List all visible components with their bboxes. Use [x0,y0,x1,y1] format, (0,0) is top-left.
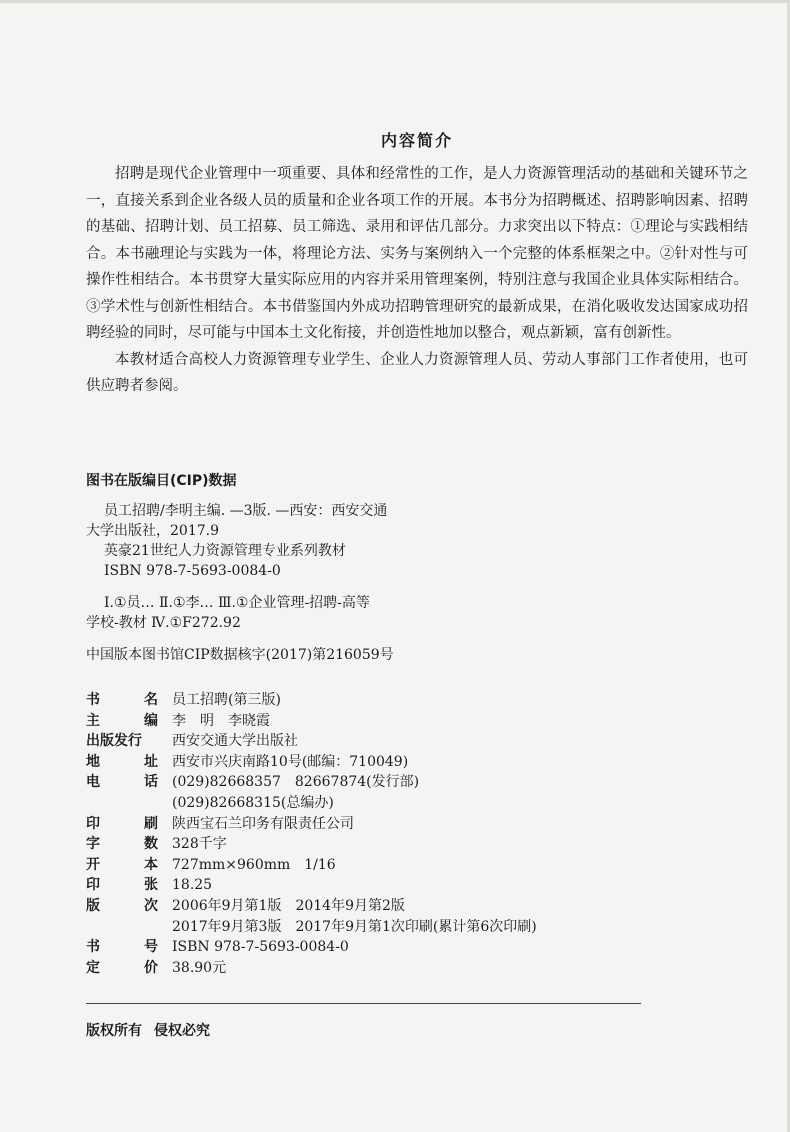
detail-value: (029)82668357 82667874(发行部) [172,774,420,791]
detail-value: 328千字 [172,836,227,853]
cip-section [86,470,646,665]
detail-label: 印 [86,815,100,832]
publication-details [86,690,686,978]
cip-heading: 图书在版编目(CIP)数据 [86,473,237,489]
detail-label: 字 [86,836,100,853]
detail-label: 价 [144,959,158,976]
summary-paragraph: 招聘是现代企业管理中一项重要、具体和经常性的工作，是人力资源管理活动的基础和关键环节之一，直接关系到企业各级人员的质量和企业各项工作的开展。本书分为招聘概述、招聘影响因素、招聘的基础、招聘计划、员工招募、员工筛选、录用和评估几部分。力求突出以下特点：①理论与实践相结合。本书融理论与实践为一体，将理论方法、实务与案例纳入一个完整的体系框架之中。②针对性与可操作性相结合。本书贯穿大量实际应用的内容并采用管理案例，特别注意与我国企业具体实际相结合。③学术性与创新性相结合。本书借鉴国内外成功招聘管理研究的最新成果，在消化吸收发达国家成功招聘经验的同时，尽可能与中国本土文化衔接，并创造性地加以整合，观点新颖，富有创新性。 [86,166,748,341]
summary-paragraph: 本教材适合高校人力资源管理专业学生、企业人力资源管理人员、劳动人事部门工作者使用，也可供应聘者参阅。 [86,351,748,394]
detail-label: 定 [86,959,100,976]
divider [86,1003,641,1004]
detail-row-title [86,690,686,711]
detail-row-printer [86,814,686,835]
detail-label: 编 [144,712,158,729]
detail-row-edition [86,896,686,917]
detail-label: 书 [86,939,100,956]
detail-label: 版 [86,897,100,914]
summary-title: 内容简介 [380,131,453,150]
cip-record [86,501,646,581]
detail-row-isbn [86,937,686,958]
copyright-text: 侵权必究 [154,1023,210,1039]
cip-line: 学校-教材 Ⅳ.①F272.92 [86,615,241,631]
detail-label: 次 [144,897,158,914]
detail-row-sheets [86,875,686,896]
cip-line: 大学出版社，2017.9 [86,523,219,539]
detail-value: 西安市兴庆南路10号(邮编：710049) [172,753,409,770]
detail-value: ISBN 978-7-5693-0084-0 [172,939,349,956]
detail-value: (029)82668315(总编办) [172,794,334,811]
detail-value: 2006年9月第1版 2014年9月第2版 [172,897,405,914]
cip-line: Ⅰ.①员… Ⅱ.①李… Ⅲ.①企业管理-招聘-高等 [104,595,370,611]
detail-row-phone-2 [86,793,686,814]
detail-label: 刷 [144,815,158,832]
detail-value: 2017年9月第3版 2017年9月第1次印刷(累计第6次印刷) [172,918,537,935]
detail-value: 18.25 [172,877,213,894]
detail-label: 话 [144,774,158,791]
summary-section [86,128,748,400]
detail-value: 员工招聘(第三版) [172,692,281,708]
detail-label: 名 [144,692,158,708]
detail-value: 38.90元 [172,959,227,976]
detail-label: 开 [86,856,100,873]
detail-label: 印 [86,877,100,894]
detail-row-word-count [86,834,686,855]
page-edge [0,0,790,3]
cip-line: ISBN 978-7-5693-0084-0 [104,563,281,579]
cip-line: 英豪21世纪人力资源管理专业系列教材 [104,543,346,559]
detail-label: 数 [144,836,158,853]
detail-label: 出版发行 [86,733,142,750]
cip-line: 员工招聘/李明主编. —3版. —西安：西安交通 [104,503,388,519]
detail-row-address [86,752,686,773]
cip-classification [86,593,646,633]
detail-label: 电 [86,774,100,791]
copyright-notice [86,1020,210,1040]
detail-value: 陕西宝石兰印务有限责任公司 [172,815,354,832]
detail-label: 本 [144,856,158,873]
detail-label: 址 [144,753,158,770]
detail-label: 地 [86,753,100,770]
detail-row-editor [86,711,686,732]
cip-library-line: 中国版本图书馆CIP数据核字(2017)第216059号 [86,647,394,663]
detail-row-publisher [86,731,686,752]
detail-label: 号 [144,939,158,956]
detail-value: 李 明 李晓霞 [172,712,270,729]
detail-row-phone [86,772,686,793]
detail-value: 西安交通大学出版社 [172,733,298,750]
detail-row-edition-2 [86,917,686,938]
detail-label: 张 [144,877,158,894]
detail-value: 727mm×960mm 1/16 [172,856,336,873]
detail-row-price [86,958,686,979]
copyright-text: 版权所有 [86,1023,142,1039]
detail-row-format [86,855,686,876]
detail-label: 主 [86,712,100,729]
detail-label: 书 [86,692,100,708]
